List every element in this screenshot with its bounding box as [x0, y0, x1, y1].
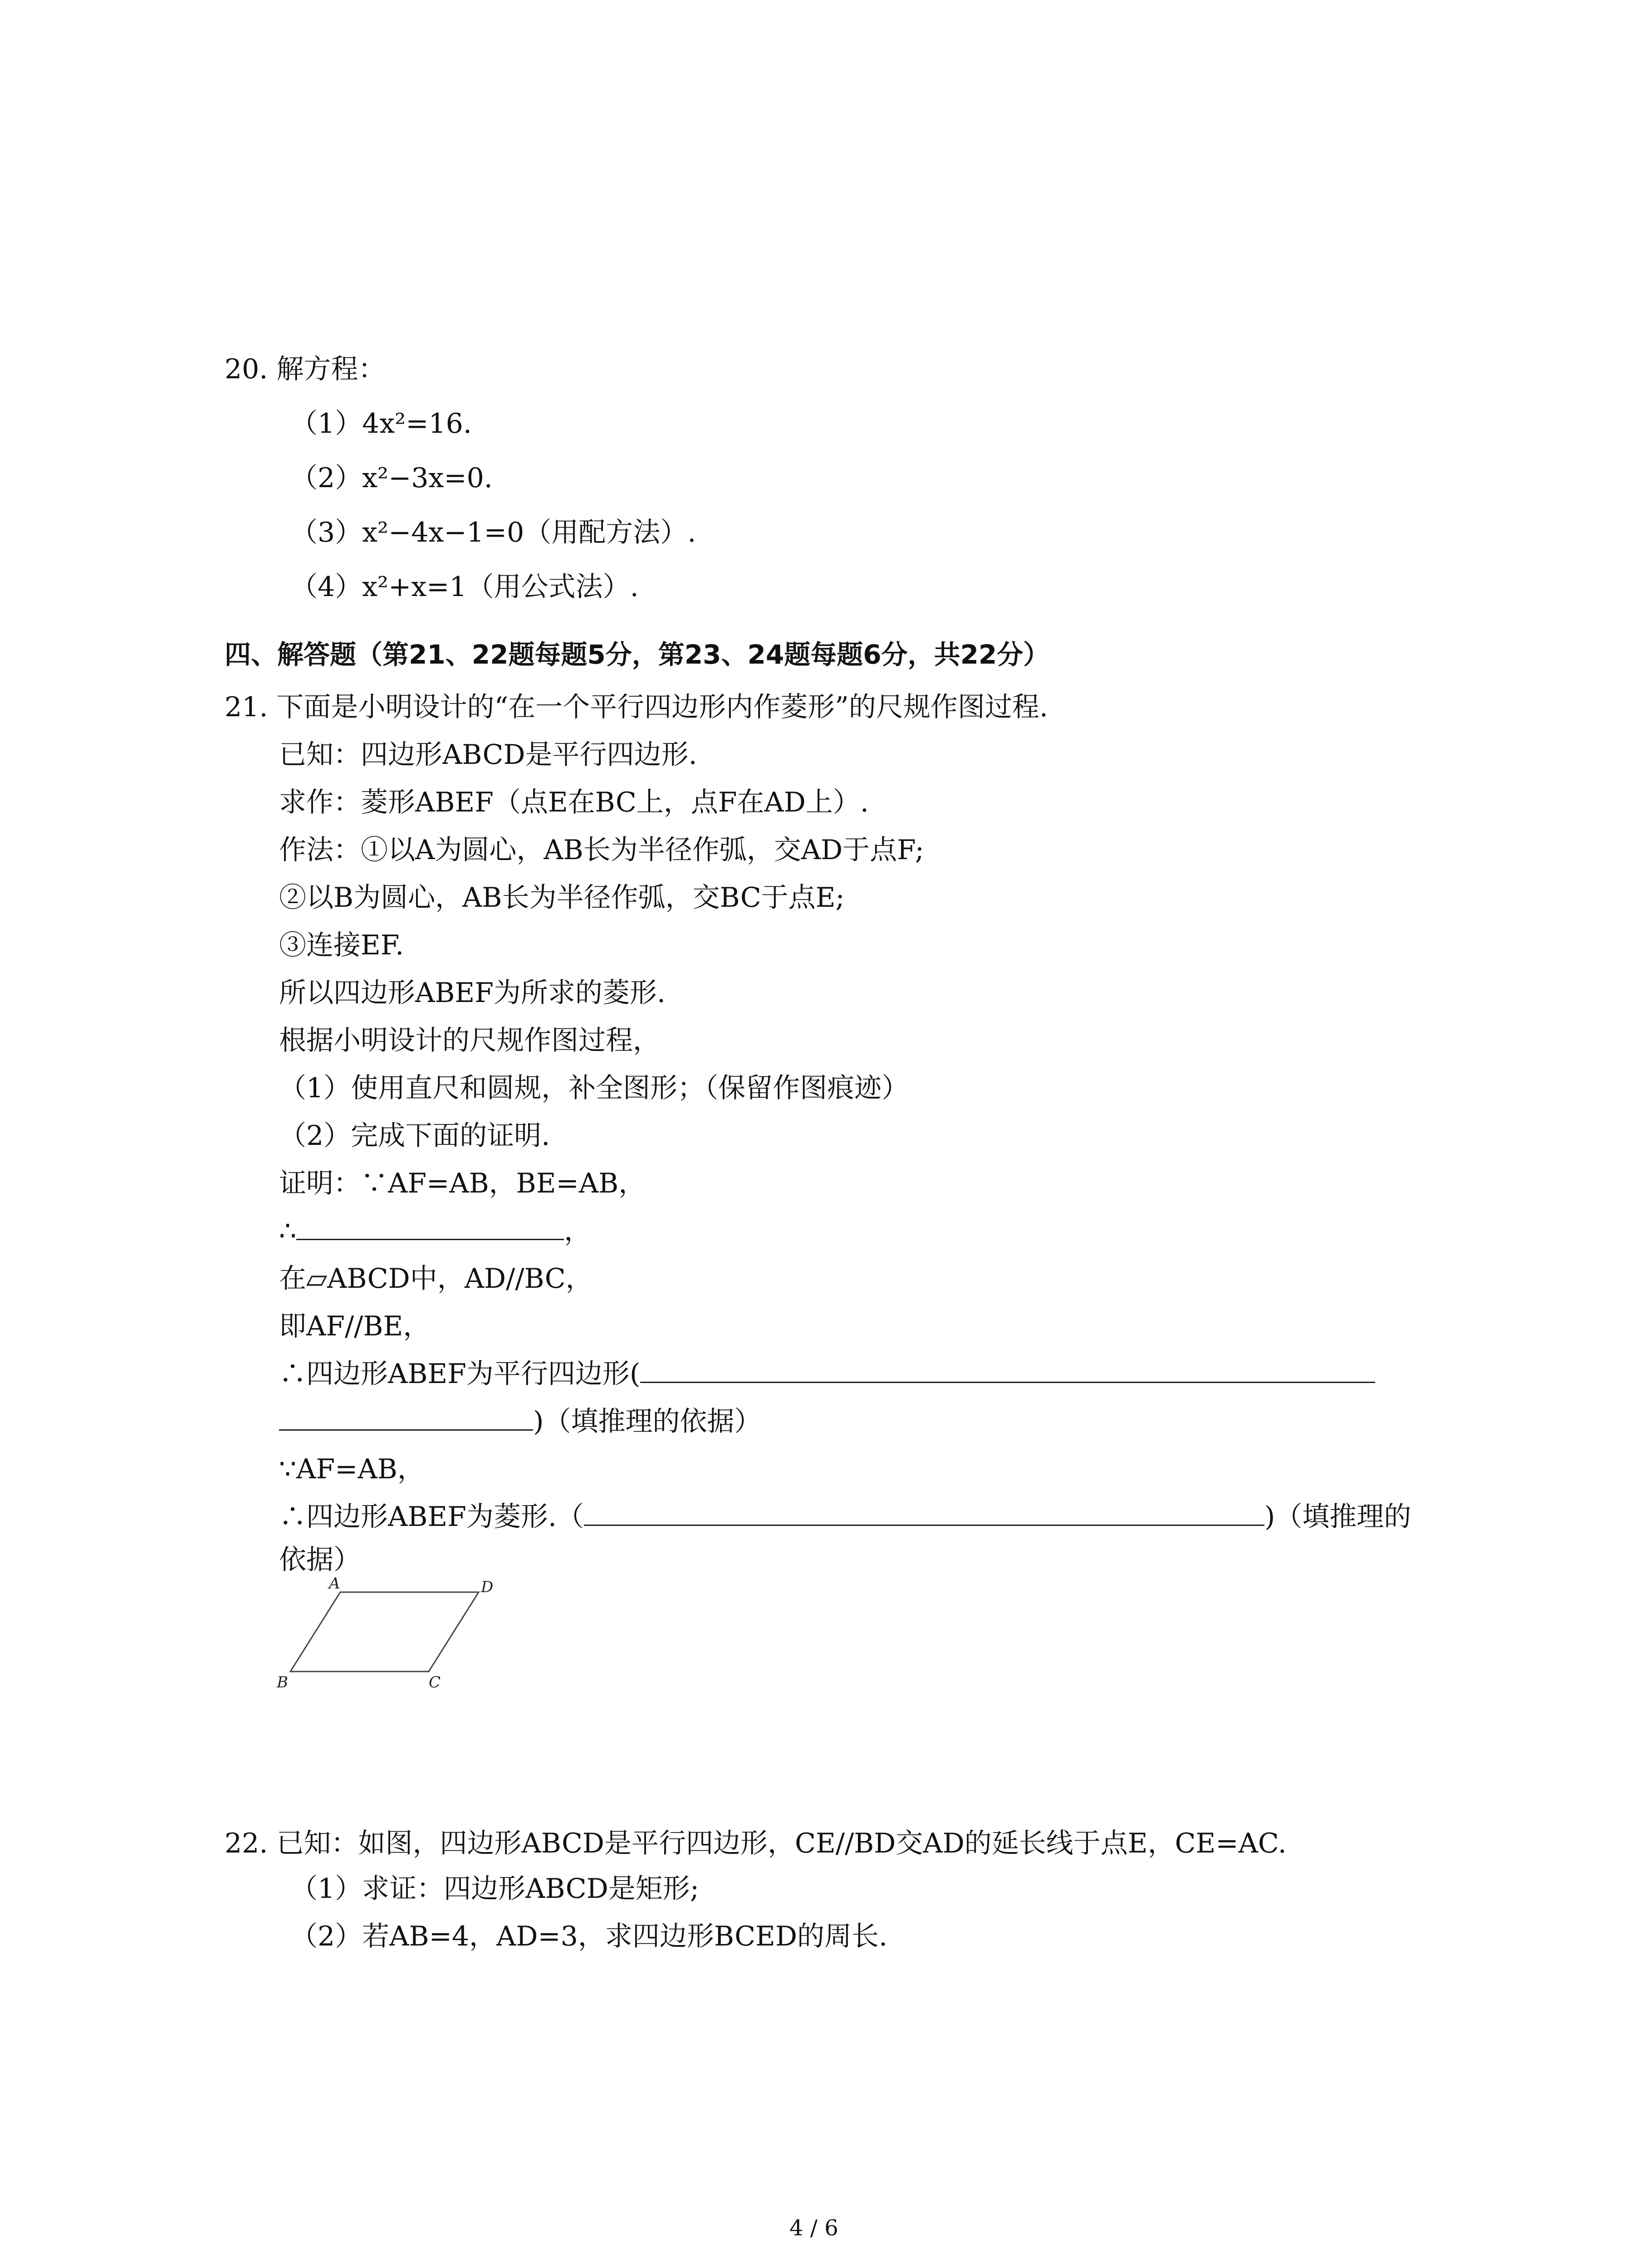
q21-step3: ③连接EF. — [279, 929, 404, 961]
section-heading: 四、解答题（第21、22题每题5分，第23、24题每题6分，共22分） — [225, 639, 1050, 670]
q20-item-4: （4）x²+x=1（用公式法）. — [290, 571, 639, 603]
q22-intro: 22. 已知：如图，四边形ABCD是平行四边形，CE//BD交AD的延长线于点E，CE=AC. — [225, 1828, 1287, 1859]
proof5-text: ∴四边形ABEF为平行四边形( — [279, 1358, 641, 1390]
q21-proof7-line — [279, 1501, 1411, 1533]
q21-proof1: 证明：∵AF=AB，BE=AB， — [279, 1168, 646, 1199]
proof5-tail: )（填推理的依据） — [533, 1406, 762, 1437]
answer-blank-1[interactable] — [296, 1234, 564, 1240]
q21-task2: （2）完成下面的证明. — [279, 1120, 550, 1152]
q21-known: 已知：四边形ABCD是平行四边形. — [279, 739, 697, 771]
vertex-label-c: C — [429, 1673, 441, 1691]
q20-item-1: （1）4x²=16. — [290, 408, 472, 440]
proof7-tail: )（填推理的 — [1264, 1501, 1411, 1533]
parallelogram-shape — [290, 1592, 479, 1672]
q21-seek: 求作：菱形ABEF（点E在BC上，点F在AD上）. — [279, 787, 869, 818]
page-number: 4 / 6 — [789, 2215, 838, 2241]
q21-step1: 作法：①以A为圆心，AB长为半径作弧，交AD于点F; — [279, 834, 924, 866]
therefore-symbol: ∴ — [279, 1215, 297, 1247]
proof7-text: ∴四边形ABEF为菱形.（ — [279, 1501, 584, 1533]
q21-proof3: 在▱ABCD中，AD//BC， — [279, 1263, 593, 1295]
q21-according: 根据小明设计的尺规作图过程， — [279, 1025, 660, 1056]
q21-proof5-line — [279, 1359, 1375, 1390]
q21-proof6: ∵AF=AB， — [279, 1453, 425, 1485]
parallelogram-figure — [272, 1574, 508, 1692]
q22-part1: （1）求证：四边形ABCD是矩形; — [290, 1873, 699, 1905]
answer-blank-2-cont[interactable] — [279, 1425, 533, 1431]
q20-title: 20. 解方程： — [225, 353, 386, 385]
q21-conclusion: 所以四边形ABEF为所求的菱形. — [279, 977, 666, 1009]
answer-blank-3[interactable] — [584, 1520, 1264, 1526]
q21-intro: 21. 下面是小明设计的“在一个平行四边形内作菱形”的尺规作图过程. — [225, 691, 1048, 723]
q22-part2: （2）若AB=4，AD=3，求四边形BCED的周长. — [290, 1921, 888, 1952]
q21-proof4: 即AF//BE， — [279, 1310, 431, 1342]
vertex-label-b: B — [277, 1673, 288, 1691]
q21-task1: （1）使用直尺和圆规，补全图形；（保留作图痕迹） — [279, 1072, 909, 1104]
q20-item-3: （3）x²−4x−1=0（用配方法）. — [290, 517, 696, 548]
q21-proof2-line — [279, 1216, 591, 1247]
q20-item-2: （2）x²−3x=0. — [290, 462, 493, 494]
answer-blank-2[interactable] — [640, 1377, 1375, 1383]
q21-step2: ②以B为圆心，AB长为半径作弧，交BC于点E; — [279, 882, 845, 914]
vertex-label-a: A — [329, 1574, 340, 1593]
q21-proof7-tail2: 依据） — [279, 1544, 361, 1576]
q21-proof5-cont — [279, 1406, 761, 1437]
vertex-label-d: D — [481, 1578, 494, 1596]
proof2-comma: ， — [564, 1215, 592, 1247]
